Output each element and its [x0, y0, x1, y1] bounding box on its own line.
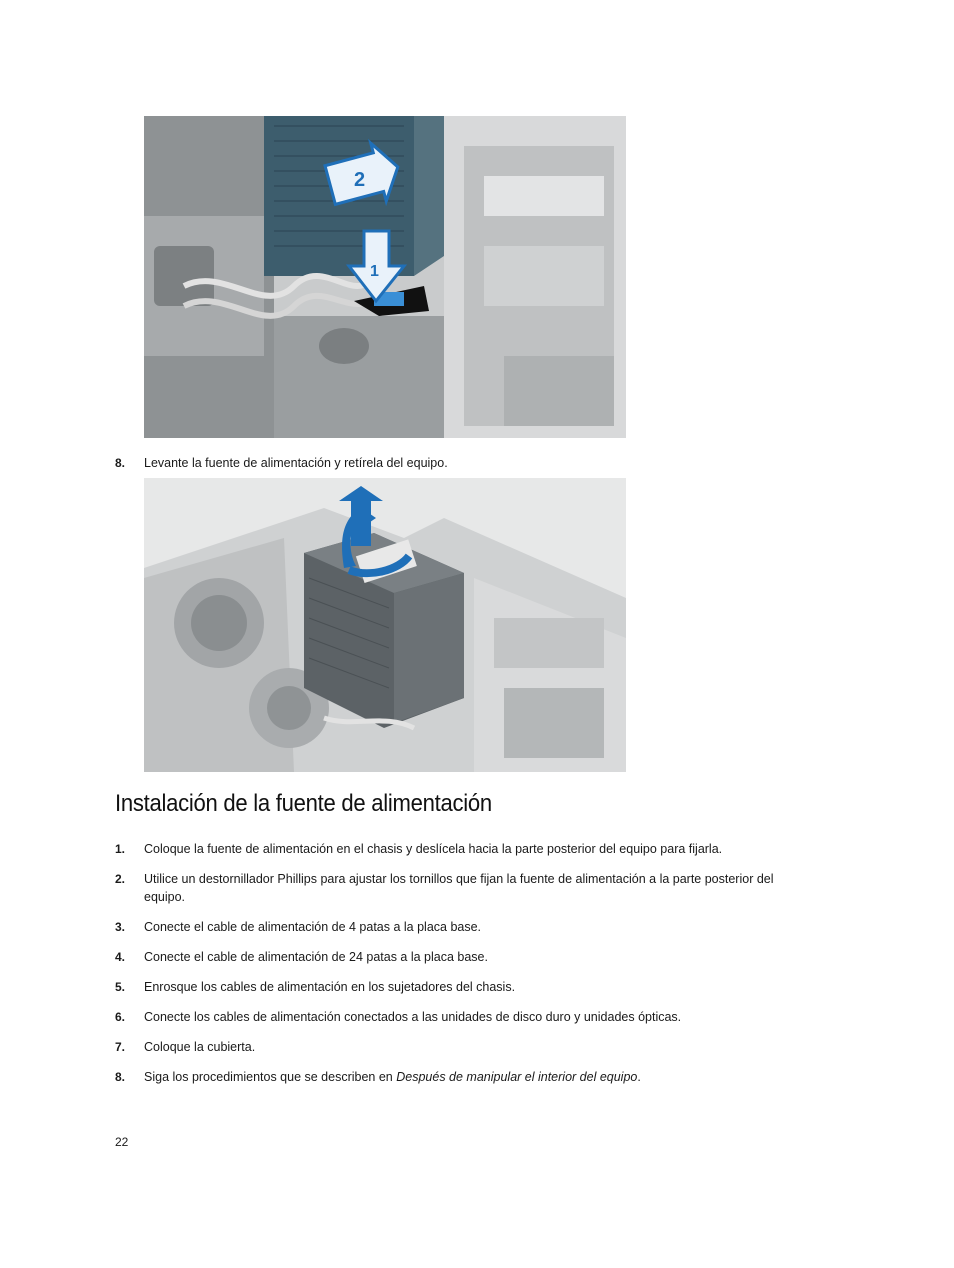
section-heading: Instalación de la fuente de alimentación [115, 790, 492, 817]
step-number: 3. [115, 920, 126, 934]
step-number: 8. [115, 456, 126, 470]
step-number: 7. [115, 1040, 126, 1054]
step-text: Utilice un destornillador Phillips para ajustar los tornillos que fijan la fuente de alimentación a la parte posterior del equipo. [144, 872, 774, 904]
arrow-label-1: 1 [370, 263, 379, 280]
step-text: Levante la fuente de alimentación y retírela del equipo. [144, 456, 448, 470]
arrow-label-2: 2 [354, 169, 366, 191]
step-text: Coloque la fuente de alimentación en el chasis y deslícela hacia la parte posterior del equipo para fijarla. [144, 842, 723, 856]
step-text: Coloque la cubierta. [144, 1040, 256, 1054]
figure-lift-power-supply [144, 478, 626, 772]
install-step-1 [115, 840, 815, 858]
install-step-8 [115, 1068, 815, 1086]
step-number: 2. [115, 872, 126, 886]
install-step-7 [115, 1038, 815, 1056]
install-step-6 [115, 1008, 815, 1026]
step-number: 1. [115, 842, 126, 856]
install-step-3 [115, 918, 815, 936]
install-step-4 [115, 948, 815, 966]
step-number: 6. [115, 1010, 126, 1024]
step-number: 4. [115, 950, 126, 964]
pre-step-8 [115, 454, 815, 472]
step-text-after: . [637, 1070, 641, 1084]
step-text: Enrosque los cables de alimentación en los sujetadores del chasis. [144, 980, 516, 994]
step-text-before: Siga los procedimientos que se describen en [144, 1070, 397, 1084]
figure-release-power-supply [144, 116, 626, 438]
step-number: 5. [115, 980, 126, 994]
install-step-5 [115, 978, 815, 996]
step-number: 8. [115, 1070, 126, 1084]
page-number: 22 [115, 1135, 129, 1149]
install-step-2 [115, 870, 815, 906]
step-text: Conecte el cable de alimentación de 4 patas a la placa base. [144, 920, 482, 934]
step-text: Conecte el cable de alimentación de 24 patas a la placa base. [144, 950, 488, 964]
step-text [144, 1068, 815, 1086]
step-text: Conecte los cables de alimentación conectados a las unidades de disco duro y unidades ópticas. [144, 1010, 682, 1024]
cross-reference-link[interactable]: Después de manipular el interior del equipo [396, 1070, 638, 1084]
